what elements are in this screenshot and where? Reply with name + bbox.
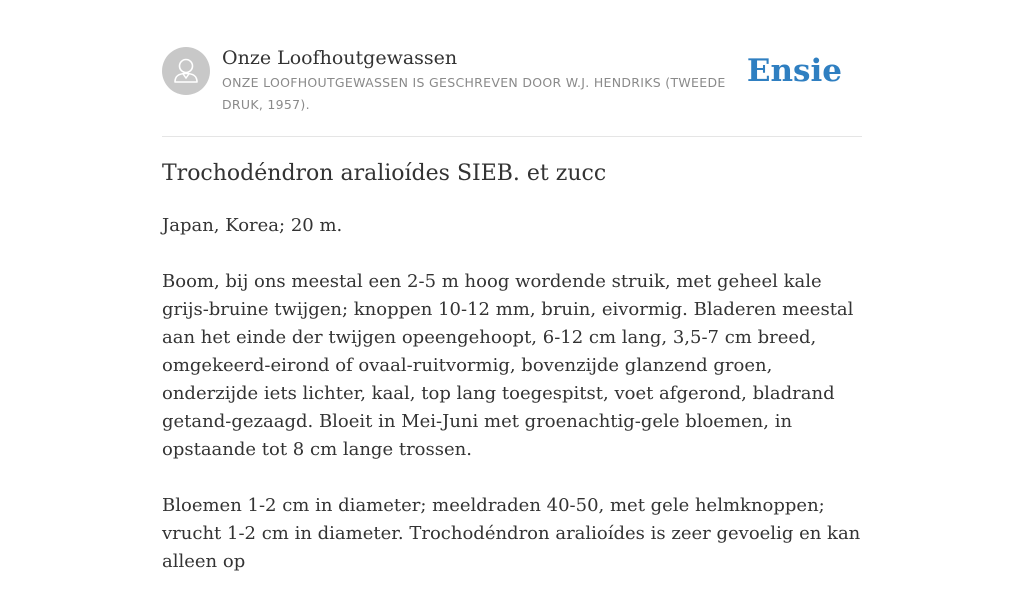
- user-silhouette-icon: [162, 47, 210, 95]
- entry-title: Trochodéndron aralioídes SIEB. et zucc: [162, 161, 607, 186]
- ensie-logo-link[interactable]: Ensie: [746, 53, 842, 89]
- entry-paragraph-description: Boom, bij ons meestal een 2-5 m hoog wordende struik, met geheel kale grijs-bruine twijgen; knoppen 10-12 mm, bruin, eivormig. Bladeren meestal aan het einde der twijgen opeengehoopt, 6-12 cm lang, 3,5-7 cm breed, omgekeerd-eirond of ovaal-ruitvormig, bovenzijde glanzend groen, onderzijde iets lichter, kaal, top lang toegespitst, voet afgerond, bladrand getand-gezaagd. Bloeit in Mei-Juni met groenachtig-gele bloemen, in opstaande tot 8 cm lange trossen.: [162, 271, 854, 460]
- source-header: [162, 45, 862, 137]
- entry-content: [162, 212, 862, 595]
- source-title[interactable]: Onze Loofhoutgewassen: [222, 47, 458, 69]
- source-description: ONZE LOOFHOUTGEWASSEN IS GESCHREVEN DOOR W.J. HENDRIKS (TWEEDE DRUK, 1957).: [222, 75, 726, 112]
- entry-paragraph-flowers: Bloemen 1-2 cm in diameter; meeldraden 40-50, met gele helmknoppen; vrucht 1-2 cm in diameter. Trochodéndron aralioídes is zeer gevoelig en kan alleen op: [162, 495, 861, 572]
- entry-paragraph-location: Japan, Korea; 20 m.: [162, 215, 343, 236]
